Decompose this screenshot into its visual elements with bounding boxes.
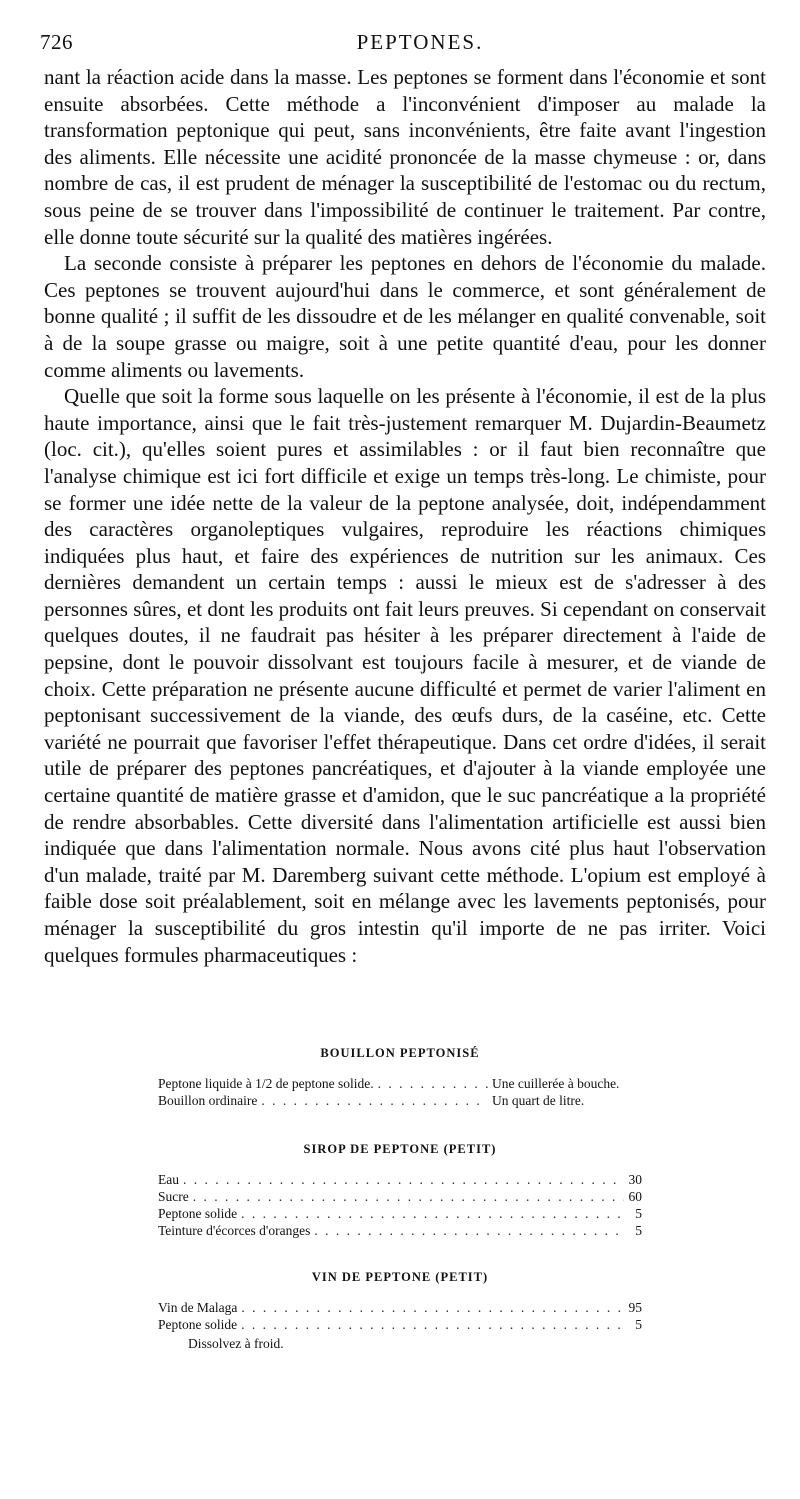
dot-leader	[241, 1299, 624, 1316]
ingredient-name: Eau	[158, 1172, 179, 1187]
ingredient-quantity: 5	[635, 1223, 642, 1238]
dot-leader	[183, 1171, 624, 1188]
running-title: PEPTONES.	[356, 30, 484, 54]
paragraph: La seconde consiste à préparer les peptones en dehors de l'économie du malade. Ces peptones se trouvent aujourd'hui dans le commerce, et sont généralement de bonne qualité ; il suffit de les dissoudre et de les mélanger en qualité convenable, soit à de la soupe grasse ou maigre, soit à une petite quantité d'eau, pour les donner comme aliments ou lavements.	[44, 251, 766, 382]
ingredient-name: Peptone liquide à 1/2 de peptone solide.	[158, 1076, 374, 1091]
page-number: 726	[40, 30, 73, 54]
ingredient-quantity: Un quart de litre.	[492, 1093, 585, 1108]
paragraph-continuation: nant la réaction acide dans la masse. Les peptones se forment dans l'économie et sont ensuite absorbées. Cette méthode a l'inconvénient d'imposer au malade la transformation peptonique qui peut, sans inconvénients, être faite avant l'ingestion des aliments. Elle nécessite une acidité prononcée de la masse chymeuse : or, dans nombre de cas, il est prudent de ménager la susceptibilité de l'estomac ou du rectum, sous peine de se trouver dans l'impossibilité de continuer le traitement. Par contre, elle donne toute sécurité sur la qualité des matières ingérées.	[44, 65, 766, 249]
running-head	[40, 30, 770, 56]
dot-leader	[241, 1205, 624, 1222]
recipe-row	[158, 1205, 642, 1222]
paragraph: Quelle que soit la forme sous laquelle on les présente à l'économie, il est de la plus haute importance, ainsi que le fait très-justement remarquer M. Dujardin-Beaumetz (loc. cit.), qu'elles soient pures et assimilables : or il faut bien reconnaître que l'analyse chimique est ici fort difficile et exige un temps très-long. Le chimiste, pour se former une idée nette de la valeur de la peptone analysée, doit, indépendamment des caractères organoleptiques vulgaires, reproduire les réactions chimiques indiquées plus haut, et faire des expériences de nutrition sur les animaux. Ces dernières demandent un certain temps : aussi le mieux est de s'adresser à des personnes sûres, et dont les produits ont fait leurs preuves. Si cependant on conservait quelques doutes, il ne faudrait pas hésiter à les préparer directement à l'aide de pepsine, dont le pouvoir dissolvant est toujours facile à mesurer, et de viande de choix. Cette préparation ne présente aucune difficulté et permet de varier l'aliment en peptonisant successivement de la viande, des œufs durs, de la caséine, etc. Cette variété ne pourrait que favoriser l'effet thérapeutique. Dans cet ordre d'idées, il serait utile de préparer des peptones pancréatiques, et d'ajouter à la viande employée une certaine quantité de matière grasse et d'amidon, que le suc pancréatique a la propriété de rendre absorbables. Cette diversité dans l'alimentation artificielle est aussi bien indiquée que dans l'alimentation normale. Nous avons cité plus haut l'observation d'un malade, traité par M. Daremberg suivant cette méthode. L'opium est employé à faible dose soit préalablement, soit en mélange avec les lavements peptonisés, pour ménager la susceptibilité du gros intestin qu'il importe de ne pas irriter. Voici quelques formules pharmaceutiques :	[44, 384, 766, 967]
ingredient-name: Bouillon ordinaire	[158, 1093, 258, 1108]
ingredient-name: Sucre	[158, 1189, 189, 1204]
ingredient-quantity: 30	[628, 1172, 642, 1187]
recipe-row	[158, 1299, 642, 1316]
ingredient-name: Teinture d'écorces d'oranges	[158, 1223, 311, 1238]
dot-leader	[261, 1092, 488, 1109]
ingredient-name: Peptone solide	[158, 1206, 238, 1221]
ingredient-quantity: 5	[635, 1317, 642, 1332]
recipe-vin-de-peptone	[158, 1270, 642, 1352]
recipe-row	[158, 1316, 642, 1333]
recipe-title: SIROP DE PEPTONE (PETIT)	[303, 1142, 497, 1156]
ingredient-quantity: 60	[628, 1189, 642, 1204]
recipe-bouillon-peptonise	[158, 1046, 642, 1109]
recipe-row	[158, 1222, 642, 1239]
recipe-row	[158, 1075, 642, 1092]
recipe-instruction: Dissolvez à froid.	[188, 1336, 284, 1351]
recipe-row	[158, 1092, 642, 1109]
dot-leader	[241, 1316, 624, 1333]
ingredient-quantity: 5	[635, 1206, 642, 1221]
recipe-title: BOUILLON PEPTONISÉ	[320, 1046, 480, 1060]
ingredient-quantity: 95	[628, 1300, 642, 1315]
recipe-title: VIN DE PEPTONE (PETIT)	[311, 1270, 489, 1284]
recipe-row	[158, 1171, 642, 1188]
dot-leader	[314, 1222, 624, 1239]
body-text	[44, 64, 766, 968]
recipe-row	[158, 1188, 642, 1205]
ingredient-name: Peptone solide	[158, 1317, 238, 1332]
ingredient-quantity: Une cuillerée à bouche.	[492, 1076, 620, 1091]
dot-leader	[378, 1075, 488, 1092]
recipe-sirop-de-peptone	[158, 1142, 642, 1239]
dot-leader	[193, 1188, 624, 1205]
ingredient-name: Vin de Malaga	[158, 1300, 238, 1315]
